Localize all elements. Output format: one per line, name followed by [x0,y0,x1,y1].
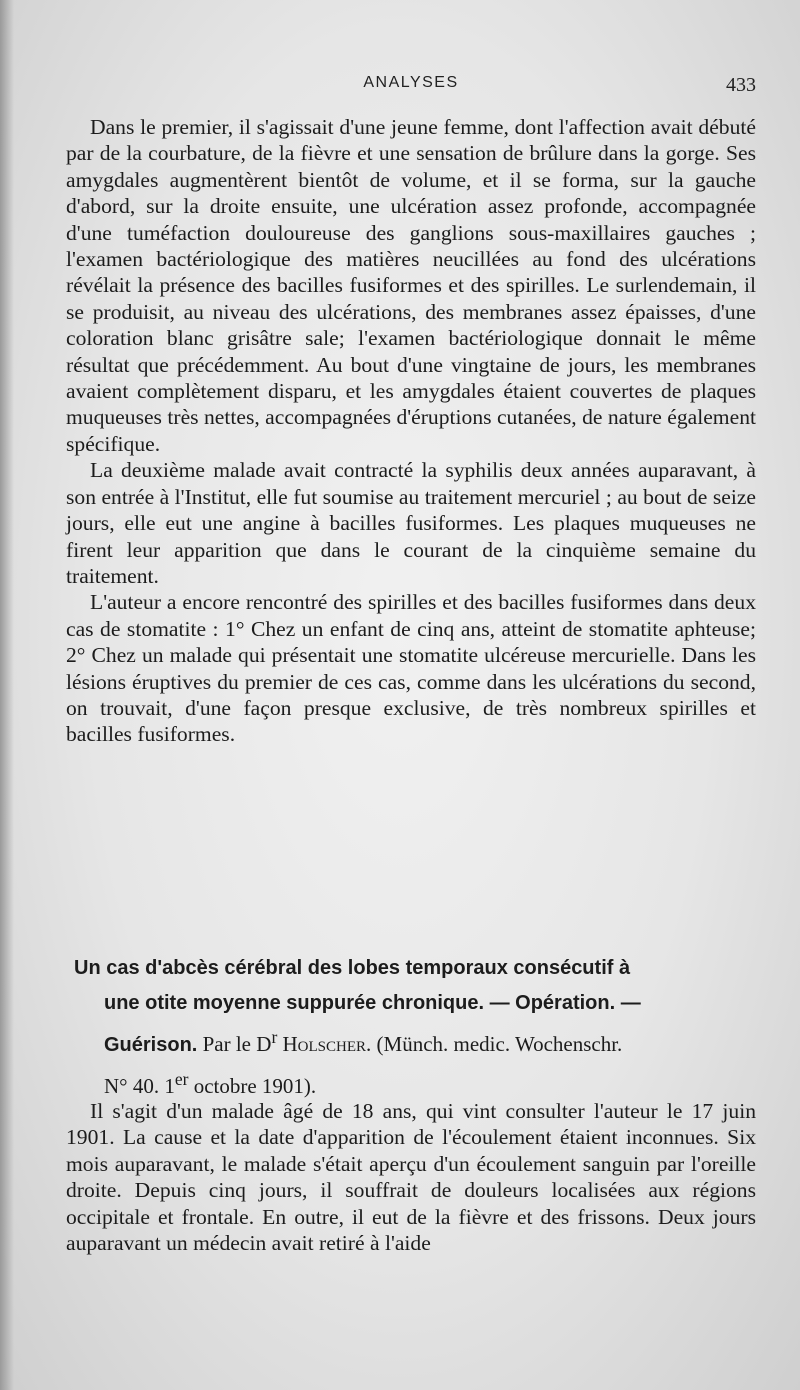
issue-date: octobre 1901). [188,1074,317,1098]
article-title-line: Guérison. [104,1034,198,1056]
running-head [62,74,760,100]
heading-line [74,1062,758,1103]
article-text [66,1098,756,1256]
author-prefix: Par le D [197,1032,272,1056]
running-title: ANALYSES [363,74,459,91]
issue-number: N° 40. 1 [104,1074,175,1098]
paragraph: Dans le premier, il s'agissait d'une jeune femme, dont l'affection avait débuté par de la courbature, de la fièvre et une sensation de brûlure dans la gorge. Ses amygdales augmentèrent bientôt de volume, et il se forma, sur la gauche d'abord, sur la droite ensuite, une ulcération assez profonde, accompagnée d'une tuméfaction douloureuse des ganglions sous-maxillaires gauches ; l'examen bactériologique des matières neucillées au fond des ulcérations révélait la présence des bacilles fusiformes et des spirilles. Le surlendemain, il se produisit, au niveau des ulcérations, des membranes assez épaisses, d'une coloration blanc grisâtre sale; l'examen bactériologique donnait le même résultat que précédemment. Au bout d'une vingtaine de jours, les membranes avaient complètement disparu, et les amygdales étaient couvertes de plaques muqueuses très nettes, accompagnées d'éruptions cutanées, de nature également spécifique. [66,115,756,456]
previous-article-text [66,114,756,748]
paragraph: L'auteur a encore rencontré des spirilles et des bacilles fusiformes dans deux cas de stomatite : 1° Chez un enfant de cinq ans, atteint de stomatite aphteuse; 2° Chez un malade qui présentait une stomatite ulcéreuse mercurielle. Dans les lésions éruptives du premier de ces cas, comme dans les ulcérations du second, on trouvait, d'une façon presque exclusive, de très nombreux spirilles et bacilles fusiformes. [66,590,756,747]
article-title-line: Un cas d'abcès cérébral des lobes temporaux consécutif à [74,957,631,979]
paragraph: Il s'agit d'un malade âgé de 18 ans, qui vint consulter l'auteur le 17 juin 1901. La cause et la date d'apparition de l'écoulement étaient inconnues. Six mois auparavant, le malade s'était aperçu d'un écoulement sanguin par l'oreille droite. Depuis cinq jours, il souffrait de douleurs localisées aux régions occipitale et frontale. En outre, il eut de la fièvre et des frissons. Deux jours auparavant un médecin avait retiré à l'aide [66,1099,756,1256]
author-name: Holscher [282,1032,367,1056]
date-sup: er [174,1069,189,1089]
page-gutter-shadow [0,0,14,1390]
heading-line [74,1020,758,1062]
author-title-sup: r [271,1027,278,1047]
heading-line [74,985,758,1020]
page-number: 433 [726,74,756,96]
heading-line [74,950,758,985]
article-heading [74,950,758,1103]
source-citation: . (Münch. medic. Wochenschr. [366,1032,623,1056]
paragraph: La deuxième malade avait contracté la syphilis deux années auparavant, à son entrée à l'Institut, elle fut soumise au traitement mercuriel ; au bout de seize jours, elle eut une angine à bacilles fusiformes. Les plaques muqueuses ne firent leur apparition que dans le courant de la cinquième semaine du traitement. [66,458,756,588]
article-title-line: une otite moyenne suppurée chronique. — Opération. — [104,992,641,1014]
